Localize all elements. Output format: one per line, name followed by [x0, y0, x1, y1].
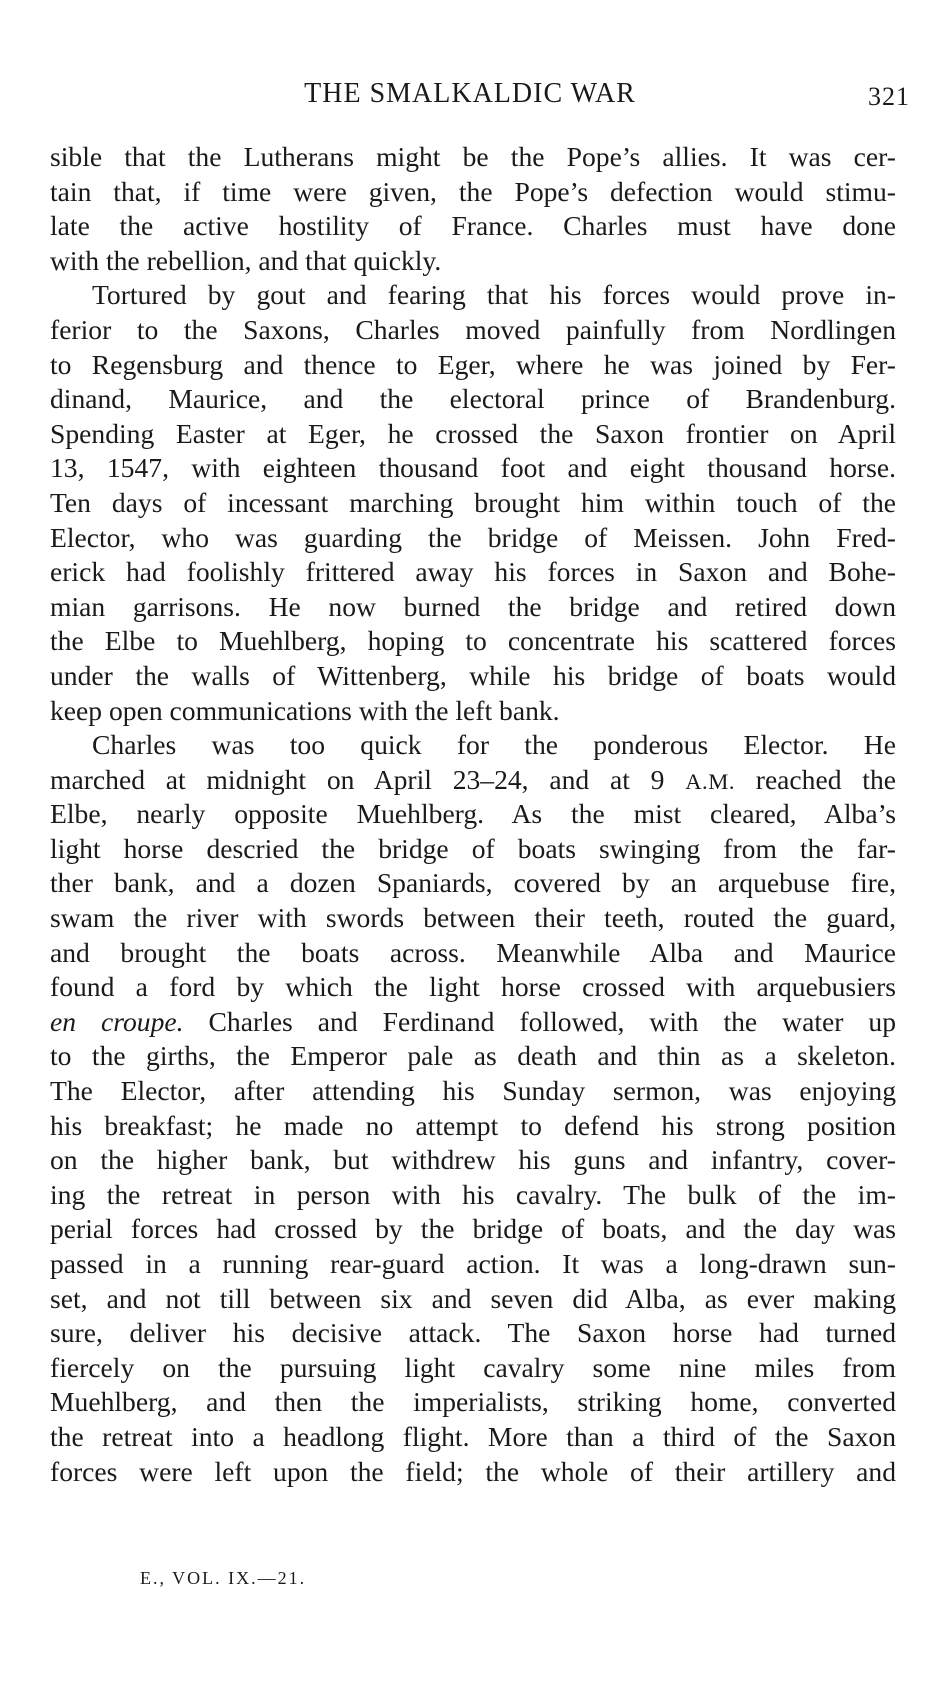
text-line: keep open communications with the left bank. [50, 694, 560, 726]
text-line: erick had foolishly frittered away his forces in Saxon and Bohe- [50, 556, 896, 588]
text-line: Tortured by gout and fearing that his forces would prove in- [92, 279, 896, 311]
italic-phrase: en croupe. [50, 1005, 184, 1037]
text-line: ing the retreat in person with his cavalry. The bulk of the im- [50, 1178, 896, 1210]
text-segment: Charles and Ferdinand followed, with the water up [183, 1005, 896, 1037]
text-line: Charles was too quick for the ponderous Elector. He [92, 729, 896, 761]
text-line: late the active hostility of France. Charles must have done [50, 210, 896, 242]
text-line: under the walls of Wittenberg, while his bridge of boats would [50, 659, 896, 691]
text-line: set, and not till between six and seven did Alba, as ever making [50, 1282, 896, 1314]
text-line: fiercely on the pursuing light cavalry some nine miles from [50, 1351, 896, 1383]
text-line: dinand, Maurice, and the electoral prince of Brandenburg. [50, 383, 896, 415]
text-line: the retreat into a headlong flight. More than a third of the Saxon [50, 1420, 896, 1452]
text-line: The Elector, after attending his Sunday sermon, was enjoying [50, 1075, 896, 1107]
text-line [50, 763, 896, 798]
text-line: Muehlberg, and then the imperialists, striking home, converted [50, 1386, 896, 1418]
text-line: 13, 1547, with eighteen thousand foot and eight thousand horse. [50, 452, 896, 484]
text-line: on the higher bank, but withdrew his guns and infantry, cover- [50, 1144, 896, 1176]
text-line: forces were left upon the field; the whole of their artillery and [50, 1455, 896, 1487]
text-line: Spending Easter at Eger, he crossed the Saxon frontier on April [50, 417, 896, 449]
text-line: and brought the boats across. Meanwhile Alba and Maurice [50, 936, 896, 968]
text-line: Ten days of incessant marching brought him within touch of the [50, 486, 896, 518]
text-line: Elbe, nearly opposite Muehlberg. As the mist cleared, Alba’s [50, 798, 896, 830]
text-line: light horse descried the bridge of boats swinging from the far- [50, 832, 896, 864]
text-line: perial forces had crossed by the bridge of boats, and the day was [50, 1213, 896, 1245]
text-line: the Elbe to Muehlberg, hoping to concentrate his scattered forces [50, 625, 896, 657]
text-line: swam the river with swords between their teeth, routed the guard, [50, 902, 896, 934]
page-number: 321 [868, 82, 910, 111]
chapter-title: THE SMALKALDIC WAR [304, 78, 636, 109]
running-head [50, 78, 910, 118]
text-line: ferior to the Saxons, Charles moved painfully from Nordlingen [50, 313, 896, 345]
text-segment: reached the [734, 763, 897, 795]
text-line: sible that the Lutherans might be the Pope’s allies. It was cer- [50, 141, 896, 172]
text-line: mian garrisons. He now burned the bridge and retired down [50, 590, 896, 622]
text-segment: marched at midnight on April 23–24, and at 9 [50, 763, 686, 795]
text-line: ther bank, and a dozen Spaniards, covered by an arquebuse fire, [50, 867, 896, 899]
body-text [50, 140, 896, 1489]
text-line: with the rebellion, and that quickly. [50, 244, 442, 276]
text-line: to Regensburg and thence to Eger, where he was joined by Fer- [50, 348, 896, 380]
text-line: passed in a running rear-guard action. It was a long-drawn sun- [50, 1248, 896, 1279]
text-line: to the girths, the Emperor pale as death and thin as a skeleton. [50, 1040, 896, 1072]
text-line: tain that, if time were given, the Pope’s defection would stimu- [50, 175, 896, 207]
text-line: sure, deliver his decisive attack. The Saxon horse had turned [50, 1317, 896, 1349]
text-line [50, 1005, 896, 1040]
printer-signature: E., VOL. IX.—21. [140, 1568, 307, 1588]
text-line: found a ford by which the light horse crossed with arquebusiers [50, 971, 896, 1003]
time-abbreviation: A.M. [685, 768, 735, 794]
text-line: his breakfast; he made no attempt to defend his strong position [50, 1109, 896, 1141]
text-line: Elector, who was guarding the bridge of Meissen. John Fred- [50, 521, 896, 553]
